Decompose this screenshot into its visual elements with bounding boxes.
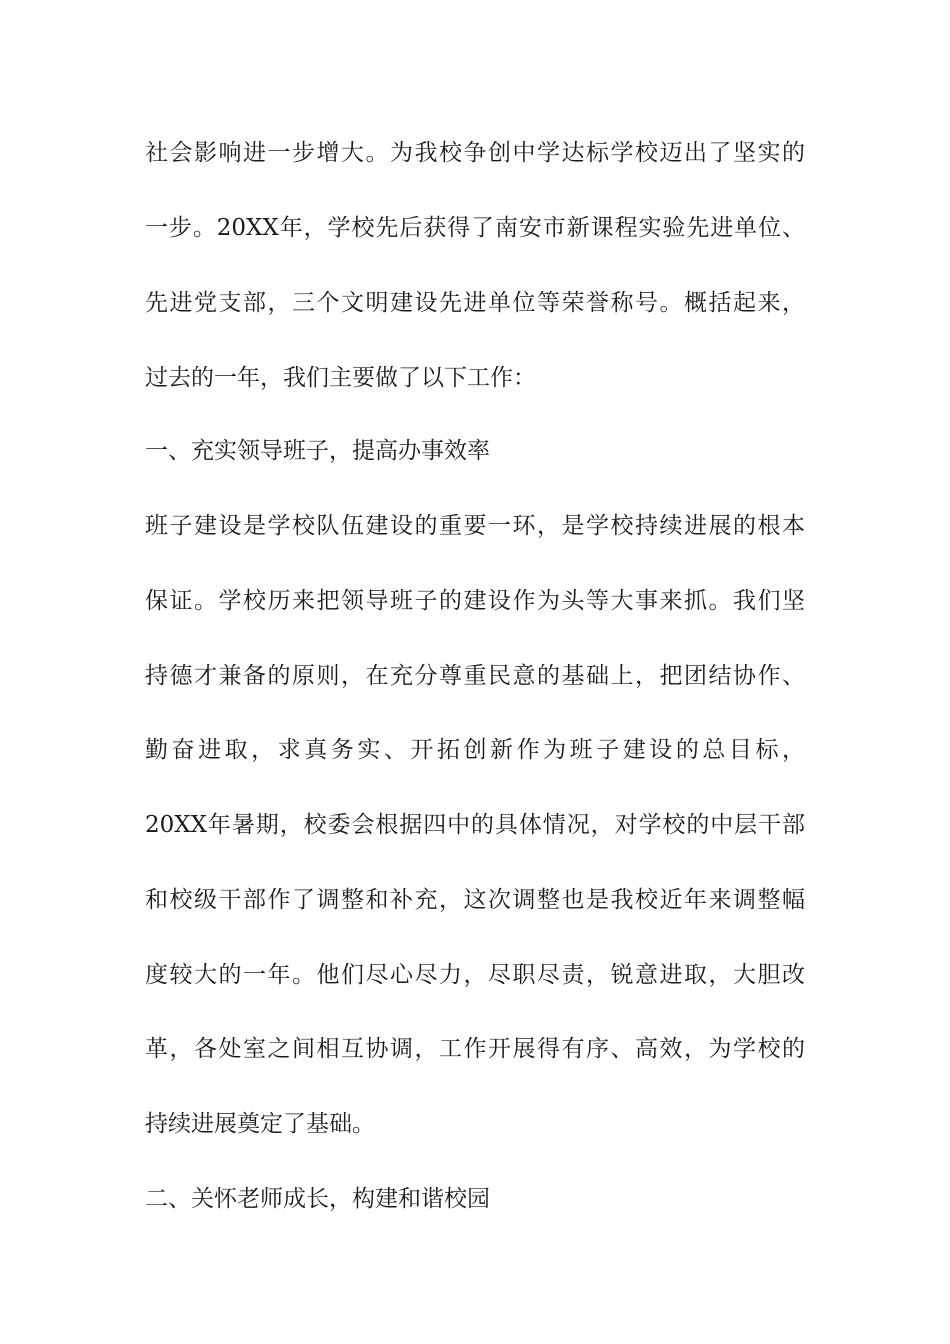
paragraph-line: 班子建设是学校队伍建设的重要一环，是学校持续进展的根本 [145, 513, 805, 539]
section-heading: 一、充实领导班子，提高办事效率 [145, 438, 490, 464]
paragraph-line: 度较大的一年。他们尽心尽力，尽职尽责，锐意进取，大胆改 [145, 962, 805, 988]
paragraph-line: 20XX年暑期，校委会根据四中的具体情况，对学校的中层干部 [145, 812, 805, 838]
paragraph-line: 持德才兼备的原则，在充分尊重民意的基础上，把团结协作、 [145, 663, 805, 689]
paragraph-line: 社会影响进一步增大。为我校争创中学达标学校迈出了坚实的 [145, 140, 805, 166]
paragraph-line: 勤奋进取，求真务实、开拓创新作为班子建设的总目标， [145, 737, 805, 763]
paragraph-line: 先进党支部，三个文明建设先进单位等荣誉称号。概括起来， [145, 290, 805, 316]
paragraph-line: 持续进展奠定了基础。 [145, 1111, 375, 1137]
paragraph-line: 过去的一年，我们主要做了以下工作： [145, 365, 536, 391]
section-heading: 二、关怀老师成长，构建和谐校园 [145, 1186, 490, 1212]
paragraph-line: 一步。20XX年，学校先后获得了南安市新课程实验先进单位、 [145, 215, 805, 241]
paragraph-line: 保证。学校历来把领导班子的建设作为头等大事来抓。我们坚 [145, 588, 805, 614]
paragraph-line: 和校级干部作了调整和补充，这次调整也是我校近年来调整幅 [145, 887, 805, 913]
paragraph-line: 革，各处室之间相互协调，工作开展得有序、高效，为学校的 [145, 1036, 805, 1062]
